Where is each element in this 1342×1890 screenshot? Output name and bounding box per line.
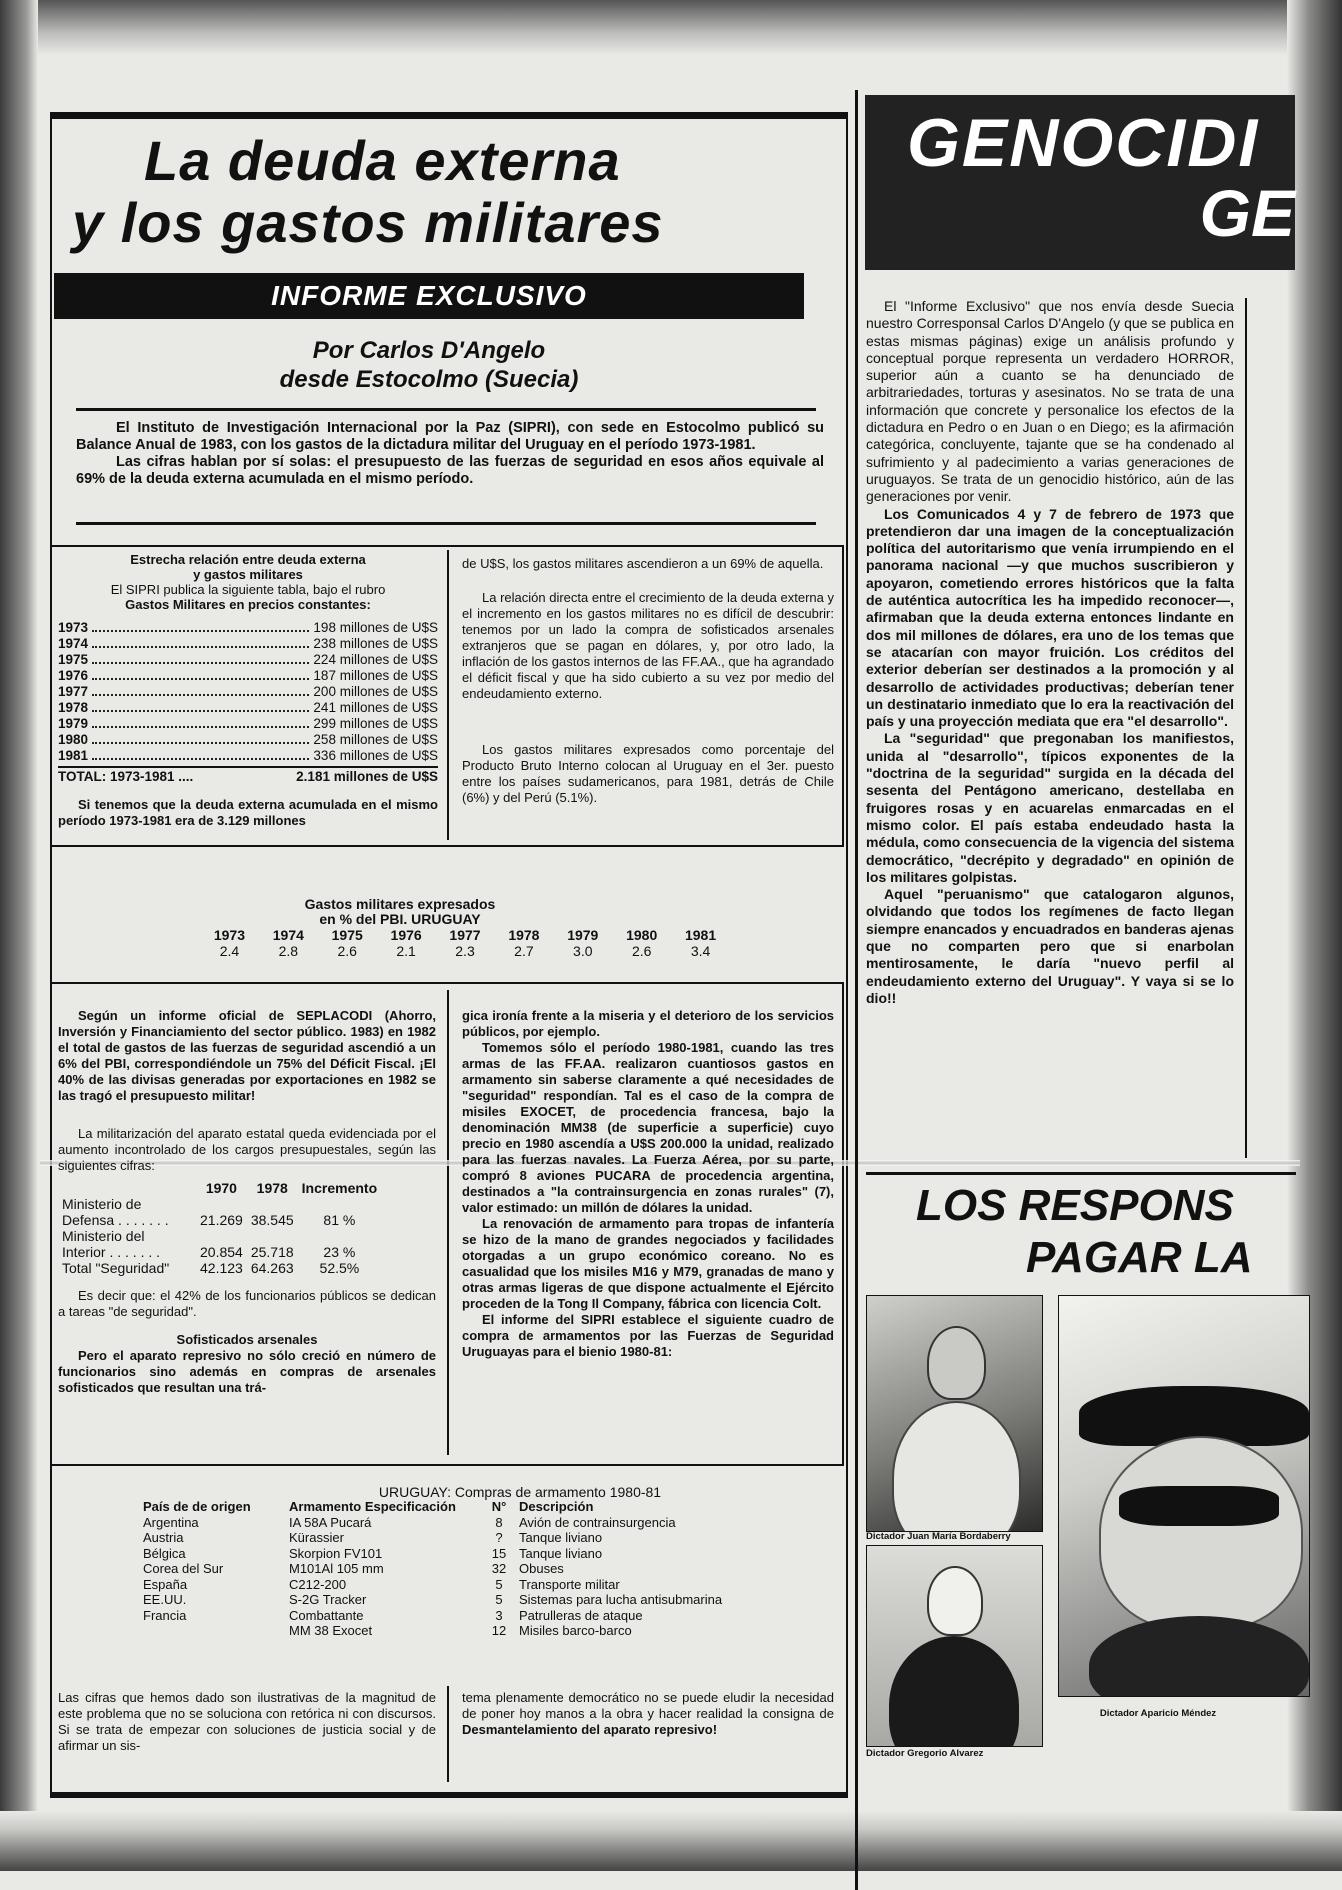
armamento-cell-desc: Tanque liviano xyxy=(519,1530,603,1545)
headline-line-1: La deuda externa xyxy=(144,129,621,192)
right-column-inner-border xyxy=(1245,298,1247,1158)
leader-dots xyxy=(92,652,309,664)
armamento-cell-country: EE.UU. xyxy=(143,1592,187,1607)
pbi-value: 2.3 xyxy=(455,943,475,959)
cargos-cell: 23 % xyxy=(323,1244,356,1260)
armamento-cell-spec: MM 38 Exocet xyxy=(289,1623,373,1638)
cargos-header-cell: 1978 xyxy=(256,1180,288,1196)
sipri-value: 241 millones de U$S xyxy=(313,700,438,715)
divider-top-lead xyxy=(76,408,816,411)
armamento-cell-country: Argentina xyxy=(143,1514,199,1530)
armamento-cell-spec: C212-200 xyxy=(289,1576,347,1592)
armamento-cell-n: ? xyxy=(495,1530,503,1545)
mendez-sunglasses-shape xyxy=(1119,1486,1279,1526)
genocidio-body xyxy=(866,298,1234,1007)
leader-dots xyxy=(92,636,309,648)
cargos-header-cell xyxy=(58,1180,196,1196)
armamento-cell-spec: Combattante xyxy=(289,1607,364,1623)
box1-title-1: Estrecha relación entre deuda externa xyxy=(130,552,366,567)
sipri-row xyxy=(58,652,438,668)
cargos-cell: Total "Seguridad" xyxy=(62,1260,170,1276)
closing-right-bold: Desmantelamiento del aparato represivo! xyxy=(462,1722,718,1737)
box1-right-column xyxy=(462,556,834,806)
cargos-cell: 81 % xyxy=(323,1212,356,1228)
cargos-table xyxy=(58,1180,381,1276)
box1-intro-1: El SIPRI publica la siguiente tabla, bajo el rubro xyxy=(110,582,386,597)
leader-dots xyxy=(92,716,309,728)
cargos-cell xyxy=(247,1228,298,1244)
arm-h-desc: Descripción xyxy=(519,1499,594,1514)
scan-edge-top xyxy=(0,0,1342,55)
genocidio-p3: La "seguridad" que pregonaban los manifiestos, unida al "desarrollo", típicos exponentes de la "doctrina de la seguridad" surgida en la década del sesenta del Pentágono americano, destellaba en fruigores rosas y en acuarelas enmarcadas en el mismo color. El país estaba endeudado hasta la médula, como consecuencia de la vigencia del sistema democrático, "decrépito y degradado" en opinión de los militares golpistas. xyxy=(866,730,1234,885)
sipri-year: 1973 xyxy=(58,620,89,635)
sipri-total-row xyxy=(58,766,438,785)
closing-right xyxy=(462,1690,834,1738)
headline-line-2: y los gastos militares xyxy=(72,191,664,254)
sipri-year: 1977 xyxy=(58,684,89,699)
leader-dots xyxy=(92,748,309,760)
pbi-table xyxy=(200,927,730,959)
cargos-row xyxy=(58,1228,381,1244)
closing-column-divider xyxy=(447,1686,449,1782)
armamento-cell-spec: Skorpion FV101 xyxy=(289,1545,383,1561)
cargos-row xyxy=(58,1196,381,1212)
closing-right-text: tema plenamente democrático no se puede eludir la necesidad de poner hoy manos a la obra y hacer realidad la consigna de xyxy=(462,1690,834,1721)
pbi-year: 1981 xyxy=(684,927,717,943)
sipri-row xyxy=(58,668,438,684)
pbi-value: 2.6 xyxy=(337,943,357,959)
caption-bordaberry: Dictador Juan María Bordaberry xyxy=(866,1531,1011,1542)
sofisticados-subtitle: Sofisticados arsenales xyxy=(176,1332,318,1347)
armamento-cell-spec: IA 58A Pucará xyxy=(289,1514,372,1530)
pbi-year: 1978 xyxy=(508,927,540,943)
cargos-cell xyxy=(298,1196,381,1212)
frame-bottom-bar xyxy=(50,1792,848,1798)
armamento-cell-desc: Patrulleras de ataque xyxy=(519,1607,643,1623)
armamento-table xyxy=(140,1499,782,1639)
pbi-year: 1979 xyxy=(567,927,599,943)
armamento-cell-country: España xyxy=(143,1576,188,1592)
cargos-cell xyxy=(196,1196,247,1212)
pbi-year: 1976 xyxy=(390,927,422,943)
exclusive-banner: INFORME EXCLUSIVO xyxy=(54,273,804,319)
box2-right-p4: El informe del SIPRI establece el siguiente cuadro de compra de armamentos por las Fuerzas de Seguridad Uruguayas para el bienio 1980-81: xyxy=(462,1312,834,1359)
bordaberry-face-shape xyxy=(927,1326,986,1400)
bordaberry-suit-shape xyxy=(892,1401,1021,1532)
armamento-row xyxy=(140,1623,782,1639)
photo-alvarez xyxy=(866,1545,1043,1747)
sipri-year: 1979 xyxy=(58,716,89,731)
box1-title-2: y gastos militares xyxy=(193,567,303,582)
sipri-row xyxy=(58,684,438,700)
cargos-cell: Ministerio del xyxy=(62,1228,145,1244)
cargos-cell: 21.269 xyxy=(200,1212,243,1228)
armamento-cell-desc: Obuses xyxy=(519,1561,564,1576)
cargos-cell: Interior . . . . . . . xyxy=(62,1244,161,1260)
sipri-year: 1978 xyxy=(58,700,89,715)
sipri-value: 258 millones de U$S xyxy=(313,732,438,747)
cargos-cell: Ministerio de xyxy=(62,1196,142,1212)
cargos-row xyxy=(58,1260,381,1276)
armamento-row xyxy=(140,1592,782,1608)
byline-location: desde Estocolmo (Suecia) xyxy=(279,366,579,393)
genocidio-p1: El "Informe Exclusivo" que nos envía desde Suecia nuestro Corresponsal Carlos D'Angelo (y que se publica en estas mismas páginas) exige un análisis profundo y conceptual porque representa un verdadero HORROR, superior aún a cuanto se ha denunciado de arbitrariedades, torturas y asesinatos. No se trata de una información que concrete y personalice los efectos de la dictadura en Pedro o en Juan o en Diego; es la afirmación categórica, concluyente, tajante que se ha condenado al sufrimiento y al padecimiento a varias generaciones de uruguayos. Se trata de un genocidio histórico, aún de las generaciones por venir. xyxy=(866,298,1234,505)
genocidio-title-2: GE xyxy=(1199,176,1295,250)
box2-right-p2: Tomemos sólo el período 1980-1981, cuando las tres armas de las FF.AA. realizaron cuantiosos gastos en armamento sin saberse claramente a qué necesidades de "seguridad" respondían. Tal es el caso de la compra de misiles EXOCET, de procedencia francesa, bajo la denominación MM38 (de superficie a superficie) cuyo precio en 1980 ascendía a U$S 200.000 la unidad, realizado para las fuerzas navales. La Fuerza Aérea, por su parte, compró 8 aviones PUCARA de procedencia argentina, destinados a "la contrainsurgencia en zonas rurales" (7), valor estimado: un millón de dólares la unidad. xyxy=(462,1040,834,1215)
cargos-cell xyxy=(298,1228,381,1244)
frame-top-bar xyxy=(50,112,848,119)
pbi-value: 2.8 xyxy=(278,943,299,959)
armamento-row xyxy=(140,1577,782,1593)
pbi-value: 2.1 xyxy=(396,943,416,959)
armamento-cell-spec: S-2G Tracker xyxy=(289,1592,367,1607)
armamento-row xyxy=(140,1546,782,1562)
pbi-year: 1974 xyxy=(272,927,304,943)
alvarez-suit-shape xyxy=(889,1636,1019,1747)
armamento-cell-country: Austria xyxy=(143,1530,184,1545)
armamento-cell-n: 8 xyxy=(495,1514,503,1530)
pbi-value: 2.4 xyxy=(219,943,240,959)
cargos-header-cell: Incremento xyxy=(301,1180,378,1196)
armamento-cell-desc: Misiles barco-barco xyxy=(519,1623,632,1638)
pbi-year: 1977 xyxy=(449,927,481,943)
sipri-row xyxy=(58,620,438,636)
cargos-cell: 20.854 xyxy=(200,1244,243,1260)
caption-alvarez: Dictador Gregorio Alvarez xyxy=(866,1748,984,1759)
armamento-cell-n: 12 xyxy=(491,1623,507,1638)
sipri-row xyxy=(58,700,438,716)
sipri-row xyxy=(58,732,438,748)
box1-closing: Si tenemos que la deuda externa acumulada en el mismo período 1973-1981 era de 3.129 millones xyxy=(58,797,438,828)
armamento-cell-country: Francia xyxy=(143,1607,187,1623)
armamento-row xyxy=(140,1515,782,1531)
box2-left-p4: Pero el aparato represivo no sólo creció en número de funcionarios sino además en compras de arsenales sofisticados que resultan una trá- xyxy=(58,1348,436,1395)
sipri-row xyxy=(58,748,438,764)
photo-mendez xyxy=(1058,1295,1310,1697)
armamento-cell-n: 15 xyxy=(491,1545,507,1561)
pbi-values-row xyxy=(200,943,730,959)
cargos-cell xyxy=(247,1196,298,1212)
scan-edge-left xyxy=(0,0,38,1871)
pbi-year: 1973 xyxy=(213,927,246,943)
box2-right-p3: La renovación de armamento para tropas de infantería se hizo de la mano de grandes negociados y facilidades otorgadas a un grupo económico coreano. No es casualidad que los misiles M16 y M79, granadas de mano y otras armas ligeras de que dispone actualmente el Ejército proceden de la Tong Il Company, fábrica con licencia Colt. xyxy=(462,1216,834,1311)
sipri-row xyxy=(58,636,438,652)
pbi-year: 1975 xyxy=(331,927,363,943)
alvarez-face-shape xyxy=(927,1566,983,1636)
sipri-year: 1975 xyxy=(58,652,89,667)
cargos-cell: 64.263 xyxy=(250,1260,294,1276)
box2-left-column xyxy=(58,1008,436,1396)
sipri-value: 224 millones de U$S xyxy=(313,652,438,667)
box1-right-p2: La relación directa entre el crecimiento de la deuda externa y el incremento en los gastos militares no es difícil de descubrir: tenemos por un lado la compra de sofisticados arsenales extranjeros que se pagan en dólares, y, por otro lado, la inflación de los gastos internos de las FF.AA., que ha agrandado el déficit fiscal y que ha sido cubierto a su vez por medio del endeudamiento externo. xyxy=(462,590,834,701)
pbi-title-2: en % del PBI. URUGUAY xyxy=(319,911,481,927)
cargos-cell: 38.545 xyxy=(250,1212,294,1228)
box2-column-divider xyxy=(447,990,449,1455)
cargos-row xyxy=(58,1244,381,1260)
cargos-cell: Defensa . . . . . . . xyxy=(62,1212,169,1228)
arm-h-spec: Armamento Especificación xyxy=(289,1499,456,1514)
right-column-border xyxy=(855,90,858,1890)
box2-left-p1: Según un informe oficial de SEPLACODI (Ahorro, Inversión y Financiamiento del sector público. 1983) en 1982 el total de gastos de las fuerzas de seguridad ascendió a un 6% del PBI, correspondiéndole un 75% del Déficit Fiscal. ¡El 40% de las divisas generadas por exportaciones en 1982 se las tragó el presupuesto militar! xyxy=(58,1008,436,1103)
genocidio-header xyxy=(865,95,1295,270)
leader-dots xyxy=(92,684,309,696)
box1-column-divider xyxy=(447,550,449,840)
sipri-value: 198 millones de U$S xyxy=(313,620,438,635)
genocidio-p4: Aquel "peruanismo" que catalogaron algunos, olvidando que todos los regímenes de facto llegan siempre enancados y encuadrados en banderas ajenas que no comparten pero que si enarbolan mentirosamente, le daría "nuevo perfil al endeudamiento externo del Uruguay". Y vaya si se lo dio!! xyxy=(866,886,1234,1006)
byline xyxy=(54,336,804,394)
armamento-cell-country xyxy=(140,1623,286,1639)
leader-dots xyxy=(92,668,309,680)
sipri-value: 200 millones de U$S xyxy=(313,684,438,699)
cargos-row xyxy=(58,1212,381,1228)
caption-mendez: Dictador Aparicio Méndez xyxy=(1099,1708,1217,1719)
sipri-total-value: 2.181 millones de U$S xyxy=(296,769,438,784)
cargos-header xyxy=(58,1180,381,1196)
armamento-cell-desc: Transporte militar xyxy=(519,1576,620,1592)
leader-dots xyxy=(92,700,309,712)
armamento-cell-desc: Tanque liviano xyxy=(519,1545,603,1561)
pbi-year: 1980 xyxy=(626,927,658,943)
arm-h-n: N° xyxy=(491,1499,507,1514)
armamento-cell-country: Bélgica xyxy=(143,1545,186,1561)
armamento-header xyxy=(140,1499,782,1515)
cargos-cell: 25.718 xyxy=(250,1244,294,1260)
pbi-title xyxy=(250,897,550,927)
box1-left-column xyxy=(58,552,438,829)
pbi-years-row xyxy=(200,927,730,943)
box2-left-p3: Es decir que: el 42% de los funcionarios públicos se dedican a tareas "de seguridad". xyxy=(58,1288,436,1319)
sipri-value: 187 millones de U$S xyxy=(313,668,438,683)
arm-h-country: País de de origen xyxy=(143,1499,251,1514)
right-divider xyxy=(866,1172,1296,1175)
scan-edge-bottom xyxy=(0,1811,1342,1871)
sipri-value: 238 millones de U$S xyxy=(313,636,438,651)
pbi-value: 2.6 xyxy=(631,943,652,959)
leader-dots xyxy=(92,732,309,744)
armamento-cell-desc: Sistemas para lucha antisubmarina xyxy=(519,1592,723,1607)
leader-dots xyxy=(92,620,309,632)
box2-left-p2: La militarización del aparato estatal queda evidenciada por el aumento incontrolado de los cargos presupuestales, según las siguientes cifras: xyxy=(58,1126,436,1173)
armamento-cell-n: 32 xyxy=(491,1561,507,1576)
box1-right-p3: Los gastos militares expresados como porcentaje del Producto Bruto Interno colocan al Uruguay en el 3er. puesto entre los países sudamericanos, para 1981, detrás de Chile (6%) y del Perú (5.1%). xyxy=(462,742,834,805)
divider-bottom-lead xyxy=(76,522,816,525)
pbi-value: 3.4 xyxy=(690,943,711,959)
lead-p1: El Instituto de Investigación Internacional por la Paz (SIPRI), con sede en Estocolmo publicó su Balance Anual de 1983, con los gastos de la dictadura militar del Uruguay en el período 1973-1981. xyxy=(76,420,824,453)
sipri-year: 1981 xyxy=(58,748,89,763)
pbi-value: 2.7 xyxy=(514,943,534,959)
responsables-line-1: LOS RESPONS xyxy=(916,1181,1234,1230)
armamento-cell-spec: Kürassier xyxy=(289,1530,344,1545)
box2-right-column xyxy=(462,1008,834,1360)
sipri-table xyxy=(58,620,438,764)
sipri-year: 1976 xyxy=(58,668,89,683)
armamento-cell-n: 5 xyxy=(495,1592,503,1607)
pbi-value: 3.0 xyxy=(573,943,593,959)
armamento-title: URUGUAY: Compras de armamento 1980-81 xyxy=(378,1484,662,1500)
sipri-value: 336 millones de U$S xyxy=(313,748,438,763)
armamento-cell-spec: M101Al 105 mm xyxy=(289,1561,384,1576)
responsables-headline xyxy=(866,1180,1306,1284)
box1-right-p1: de U$S, los gastos militares ascendieron a un 69% de aquella. xyxy=(462,556,824,571)
genocidio-title-1: GENOCIDI xyxy=(907,105,1260,181)
lead-p2: Las cifras hablan por sí solas: el presupuesto de las fuerzas de seguridad en esos años equivale al 69% de la deuda externa acumulada en el mismo período. xyxy=(76,454,824,487)
sipri-year: 1980 xyxy=(58,732,89,747)
article-headline xyxy=(72,130,812,254)
armamento-row xyxy=(140,1530,782,1546)
armamento-cell-country: Corea del Sur xyxy=(143,1561,224,1576)
armamento-cell-desc: Avión de contrainsurgencia xyxy=(519,1514,676,1530)
armamento-row xyxy=(140,1608,782,1624)
cargos-header-cell: 1970 xyxy=(205,1180,237,1196)
box2-right-p1: gica ironía frente a la miseria y el deterioro de los servicios públicos, por ejemplo. xyxy=(462,1008,834,1039)
mendez-face-shape xyxy=(1099,1436,1303,1630)
cargos-cell: 52.5% xyxy=(319,1260,360,1276)
armamento-cell-n: 3 xyxy=(495,1607,503,1623)
photo-bordaberry xyxy=(866,1295,1043,1532)
cargos-cell xyxy=(196,1228,247,1244)
sipri-value: 299 millones de U$S xyxy=(313,716,438,731)
genocidio-p2: Los Comunicados 4 y 7 de febrero de 1973 que pretendieron dar una imagen de la conceptualización política del autoritarismo que venía irrumpiendo en el panorama nacional —y que muchos suscribieron y apoyaron, cometiendo errores históricos que la falta de auténtica autocrítica les ha impedido reconocer—, afirmaban que la deuda externa entonces lindante en dos mil millones de dólares, era uno de los temas que se atacarían con mayor fruición. Los créditos del exterior deberían ser destinados a la promoción y al desarrollo de actividades productivas; deberían tener un destinatario inmediato que lo era la reactivación del país y una proyección mediata que era "el desarrollo". xyxy=(866,505,1234,730)
sipri-year: 1974 xyxy=(58,636,89,651)
armamento-row xyxy=(140,1561,782,1577)
armamento-cell-n: 5 xyxy=(495,1576,503,1592)
sipri-row xyxy=(58,716,438,732)
cargos-cell: 42.123 xyxy=(200,1260,243,1276)
responsables-line-2: PAGAR LA xyxy=(1026,1233,1253,1282)
box1-intro-2: Gastos Militares en precios constantes: xyxy=(125,597,371,612)
mendez-coat-shape xyxy=(1089,1616,1309,1697)
byline-author: Por Carlos D'Angelo xyxy=(312,337,546,364)
pbi-title-1: Gastos militares expresados xyxy=(304,896,496,912)
closing-left: Las cifras que hemos dado son ilustrativas de la magnitud de este problema que no se soluciona con retórica ni con discursos. Si se trata de empezar con soluciones de justicia social y de afirmar un sis- xyxy=(58,1690,436,1753)
sipri-total-label: TOTAL: 1973-1981 .... xyxy=(58,769,194,784)
lead-paragraph xyxy=(76,420,824,488)
